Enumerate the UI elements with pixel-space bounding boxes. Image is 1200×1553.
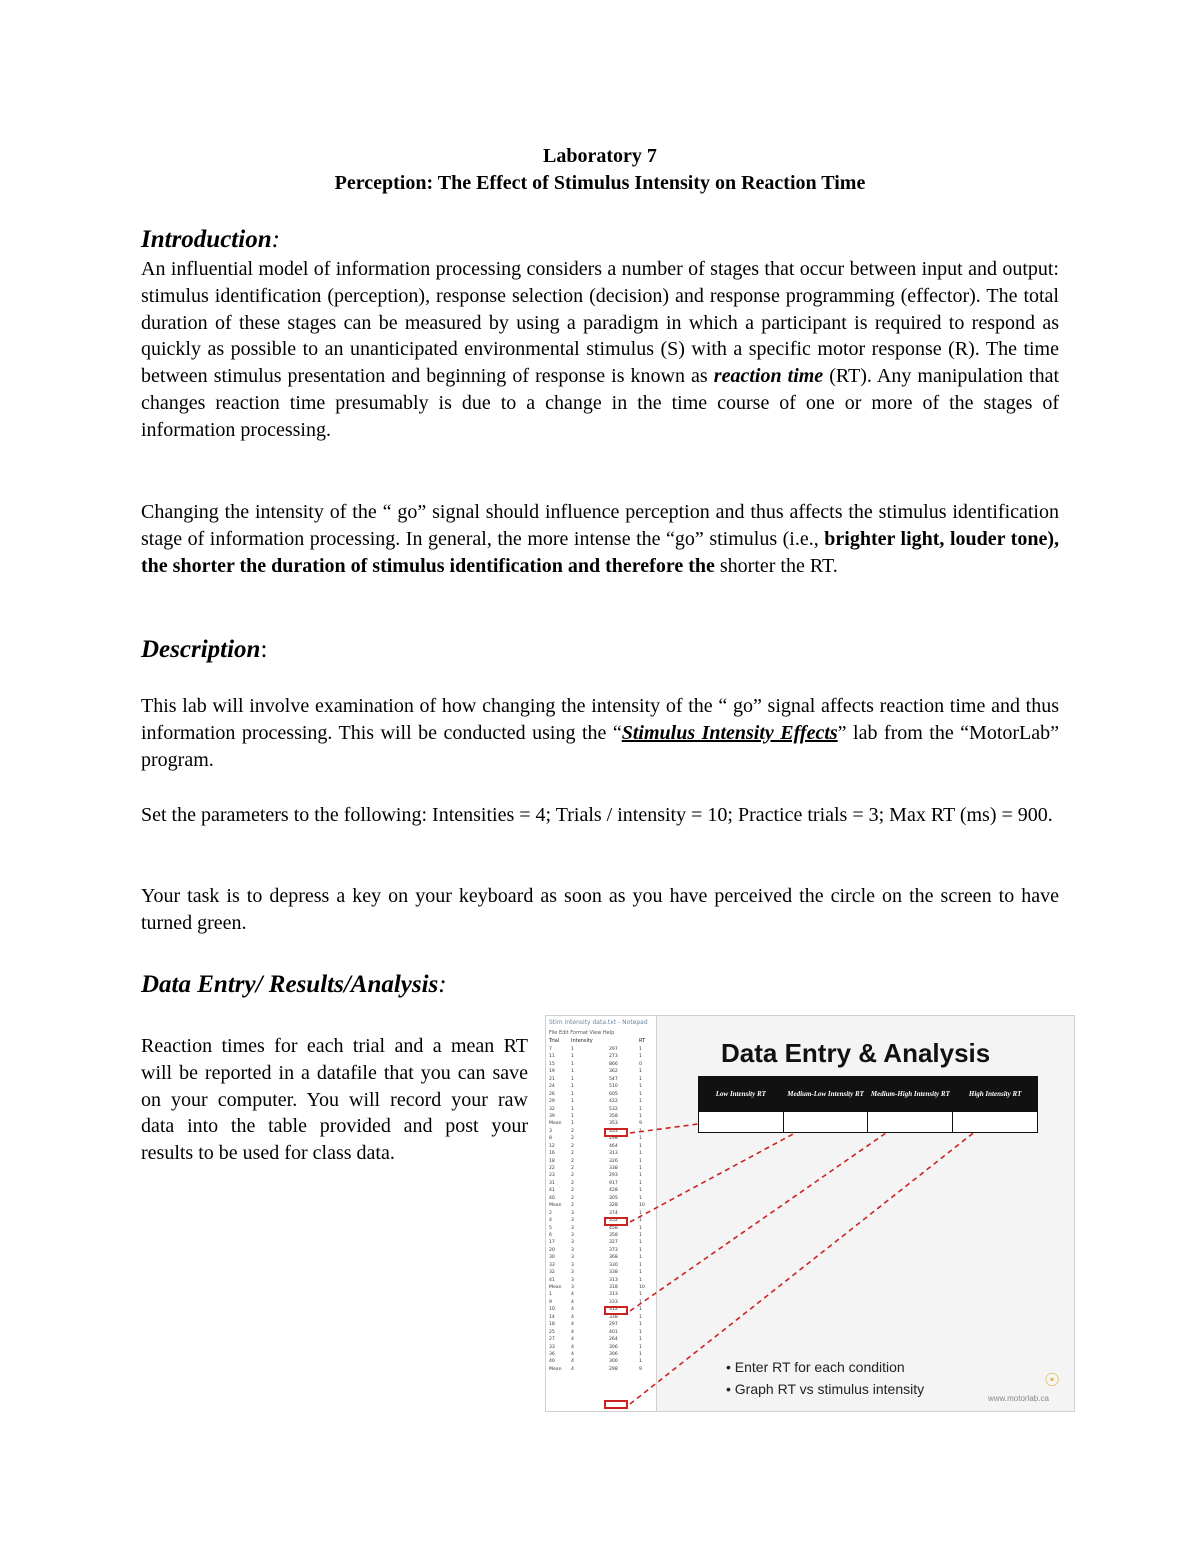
notepad-cell: 298 xyxy=(609,1366,618,1372)
notepad-cell: 3 xyxy=(571,1270,574,1276)
notepad-cell: 1 xyxy=(639,1128,642,1134)
notepad-cell: 3 xyxy=(571,1285,574,1290)
notepad-cell: 464 xyxy=(609,1143,618,1149)
notepad-cell: 4 xyxy=(571,1366,574,1372)
notepad-cell: 428 xyxy=(609,1188,618,1194)
column-high-intensity: High Intensity RT xyxy=(953,1077,1038,1112)
notepad-cell: 1 xyxy=(639,1180,642,1186)
notepad-cell: 917 xyxy=(609,1180,618,1186)
notepad-cell: 16 xyxy=(549,1151,555,1157)
description-paragraph-3: Your task is to depress a key on your keyboard as soon as you have perceived the circle on the screen to have turned green. xyxy=(141,885,1059,934)
notepad-cell: 15 xyxy=(549,1061,555,1067)
notepad-cell: 1 xyxy=(639,1151,642,1157)
notepad-cell: 2 xyxy=(571,1173,574,1179)
notepad-cell: 4 xyxy=(571,1322,574,1328)
notepad-cell: 9 xyxy=(549,1299,552,1305)
notepad-cell: 32 xyxy=(549,1270,555,1276)
notepad-cell: 1 xyxy=(639,1247,642,1253)
motorlab-url: www.motorlab.ca xyxy=(988,1394,1049,1403)
notepad-cell: 33 xyxy=(549,1344,555,1350)
notepad-cell: 0 xyxy=(639,1061,642,1067)
notepad-header-row: Trial Intensity RT xyxy=(549,1038,646,1044)
notepad-cell: 273 xyxy=(609,1054,618,1060)
notepad-cell: 1 xyxy=(639,1255,642,1261)
notepad-cell: 264 xyxy=(609,1337,618,1343)
notepad-cell: 3 xyxy=(571,1218,574,1224)
column-medium-low-intensity: Medium-Low Intensity RT xyxy=(783,1077,868,1112)
notepad-cell: 19 xyxy=(549,1069,555,1075)
notepad-cell: 422 xyxy=(609,1099,618,1105)
notepad-cell: 14 xyxy=(549,1314,555,1320)
notepad-cell: 39 xyxy=(549,1113,555,1119)
bullet-enter-rt: • Enter RT for each condition xyxy=(726,1359,905,1375)
notepad-cell: 2 xyxy=(571,1136,574,1142)
notepad-cell: 11 xyxy=(549,1054,555,1060)
notepad-cell: 368 xyxy=(609,1255,618,1261)
notepad-cell: 20 xyxy=(549,1247,555,1253)
notepad-cell: 1 xyxy=(639,1359,642,1365)
notepad-cell: 1 xyxy=(549,1292,552,1298)
notepad-cell: 1 xyxy=(571,1047,574,1052)
notepad-cell: 25 xyxy=(549,1329,555,1335)
description-paragraph-1: This lab will involve examination of how changing the intensity of the “ go” signal affects reaction time and thus information processing. This will be conducted using the “Stimulus Intensity Effects” lab from the “MotorLab” program. xyxy=(141,695,1060,771)
notepad-cell: 23 xyxy=(549,1173,555,1179)
notepad-cell: 1 xyxy=(639,1076,642,1082)
notepad-cell: 2 xyxy=(571,1128,574,1134)
cell-medium-high-intensity xyxy=(868,1112,953,1133)
notepad-cell: 1 xyxy=(571,1054,574,1060)
notepad-cell: 10 xyxy=(639,1203,645,1209)
notepad-cell: 6 xyxy=(549,1232,552,1238)
notepad-cell: 4 xyxy=(571,1351,574,1357)
lightbulb-icon: ☉ xyxy=(1044,1370,1061,1390)
notepad-cell: 1 xyxy=(639,1232,642,1238)
notepad-cell: 8 xyxy=(549,1136,552,1142)
notepad-cell: 1 xyxy=(639,1314,642,1320)
notepad-cell: Mean xyxy=(549,1203,562,1209)
introduction-heading: Introduction: xyxy=(141,226,280,253)
lab-title: Perception: The Effect of Stimulus Intensity on Reaction Time xyxy=(334,172,866,194)
data-entry-paragraph: Reaction times for each trial and a mean RT will be reported in a datafile that you can save on your computer. You will record your raw data into the table provided and post your results to be used for class data. xyxy=(141,1035,528,1165)
notepad-cell: 4 xyxy=(571,1344,574,1350)
notepad-cell: 313 xyxy=(609,1151,618,1157)
notepad-cell: 9 xyxy=(639,1121,642,1127)
notepad-cell: 5 xyxy=(549,1225,552,1231)
notepad-cell: 4 xyxy=(571,1292,574,1298)
notepad-cell: 2 xyxy=(571,1195,574,1201)
arrow-medium-low xyxy=(630,1119,821,1222)
notepad-cell: 3 xyxy=(571,1225,574,1231)
notepad-cell: 358 xyxy=(609,1232,618,1238)
notepad-cell: 306 xyxy=(609,1344,618,1350)
notepad-cell: 1 xyxy=(639,1351,642,1357)
notepad-cell: 7 xyxy=(549,1047,552,1052)
notepad-cell: 1 xyxy=(571,1084,574,1090)
notepad-cell: 4 xyxy=(571,1359,574,1365)
notepad-cell: 352 xyxy=(609,1218,618,1224)
notepad-cell: 3 xyxy=(571,1277,574,1283)
notepad-cell: 1 xyxy=(571,1076,574,1082)
notepad-cell: 40 xyxy=(549,1359,555,1365)
notepad-cell: 2 xyxy=(571,1166,574,1171)
cell-medium-low-intensity xyxy=(783,1112,868,1133)
notepad-cell: 26 xyxy=(549,1091,555,1097)
notepad-cell: 10 xyxy=(549,1307,555,1313)
description-paragraph-2: Set the parameters to the following: Intensities = 4; Trials / intensity = 10; Practice trials = 3; Max RT (ms) = 900. xyxy=(141,804,1053,826)
notepad-cell: 1 xyxy=(639,1322,642,1328)
notepad-cell: 3 xyxy=(571,1210,574,1216)
notepad-cell: 300 xyxy=(609,1359,618,1365)
cell-low-intensity xyxy=(699,1112,784,1133)
introduction-paragraph-1: An influential model of information processing considers a number of stages that occur between input and output: stimulus identification (perception), response selection (decision) and response programming (effector). The total duration of these stages can be measured by using a paradigm in which a participant is required to respond as quickly as possible to an unanticipated environmental stimulus (S) with a specific motor response (R). The time between stimulus presentation and beginning of response is known as reaction time (RT). Any manipulation that changes reaction time presumably is due to a change in the time course of one or more of the stages of information processing. xyxy=(141,258,1059,441)
notepad-cell: 29 xyxy=(549,1099,555,1105)
notepad-cell: 1 xyxy=(639,1329,642,1335)
notepad-cell: 1 xyxy=(639,1099,642,1105)
notepad-cell: 1 xyxy=(639,1210,642,1216)
notepad-cell: 1 xyxy=(639,1344,642,1350)
notepad-cell: 1 xyxy=(571,1069,574,1075)
notepad-cell: 4 xyxy=(571,1314,574,1320)
notepad-cell: 24 xyxy=(549,1084,555,1090)
cell-high-intensity xyxy=(953,1112,1038,1133)
notepad-cell: 2 xyxy=(549,1210,552,1216)
notepad-cell: 1 xyxy=(639,1240,642,1246)
notepad-cell: 605 xyxy=(609,1091,618,1097)
notepad-cell: 10 xyxy=(639,1285,645,1290)
notepad-cell: 1 xyxy=(639,1091,642,1097)
data-entry-figure xyxy=(545,1015,1075,1412)
notepad-cell: 353 xyxy=(609,1121,618,1127)
notepad-cell: 41 xyxy=(549,1277,555,1283)
column-low-intensity: Low Intensity RT xyxy=(699,1077,784,1112)
notepad-cell: 1 xyxy=(639,1225,642,1231)
notepad-cell: 1 xyxy=(639,1277,642,1283)
notepad-cell: 333 xyxy=(609,1299,618,1305)
notepad-cell: 3 xyxy=(571,1240,574,1246)
notepad-cell: 358 xyxy=(609,1113,618,1119)
notepad-cell: 2 xyxy=(571,1180,574,1186)
notepad-cell: 4 xyxy=(571,1299,574,1305)
notepad-cell: 30 xyxy=(549,1255,555,1261)
notepad-cell: 328 xyxy=(609,1203,618,1209)
notepad-cell: 3 xyxy=(571,1255,574,1261)
notepad-cell: 18 xyxy=(549,1322,555,1328)
notepad-cell: 2 xyxy=(571,1188,574,1194)
notepad-cell: 1 xyxy=(639,1084,642,1090)
notepad-cell: 36 xyxy=(549,1351,555,1357)
notepad-cell: 293 xyxy=(609,1173,618,1179)
notepad-cell: 1 xyxy=(639,1307,642,1313)
notepad-cell: 3 xyxy=(571,1247,574,1253)
notepad-cell: 2 xyxy=(571,1151,574,1157)
notepad-cell: 17 xyxy=(549,1240,555,1246)
notepad-cell: 1 xyxy=(639,1173,642,1179)
notepad-cell: 1 xyxy=(639,1136,642,1142)
notepad-cell: 1 xyxy=(639,1047,642,1052)
notepad-cell: 1 xyxy=(639,1054,642,1060)
notepad-cell: 532 xyxy=(609,1106,618,1112)
notepad-cell: 1 xyxy=(639,1069,642,1075)
notepad-cell: 313 xyxy=(609,1277,618,1283)
notepad-cell: 4 xyxy=(571,1337,574,1343)
notepad-cell: 330 xyxy=(609,1262,618,1268)
notepad-cell: 1 xyxy=(639,1106,642,1112)
notepad-cell: 1 xyxy=(639,1143,642,1149)
notepad-cell: 338 xyxy=(609,1270,618,1276)
notepad-cell: 1 xyxy=(639,1188,642,1194)
notepad-cell: 1 xyxy=(571,1121,574,1127)
description-heading: Description: xyxy=(141,636,268,663)
data-entry-heading: Data Entry/ Results/Analysis: xyxy=(141,971,447,998)
notepad-cell: 27 xyxy=(549,1337,555,1343)
notepad-cell: 510 xyxy=(609,1084,618,1090)
notepad-cell: 401 xyxy=(609,1329,618,1335)
notepad-cell: 1 xyxy=(639,1299,642,1305)
notepad-cell: 458 xyxy=(609,1225,618,1231)
notepad-cell: 1 xyxy=(639,1113,642,1119)
notepad-cell: 327 xyxy=(609,1240,618,1246)
notepad-cell: 2 xyxy=(571,1143,574,1149)
notepad-cell: 3 xyxy=(571,1232,574,1238)
bullet-graph-rt: • Graph RT vs stimulus intensity xyxy=(726,1381,925,1397)
notepad-cell: 866 xyxy=(609,1061,618,1067)
notepad-cell: 297 xyxy=(609,1322,618,1328)
notepad-cell: 1 xyxy=(571,1091,574,1097)
notepad-cell: 305 xyxy=(609,1195,618,1201)
lab-number: Laboratory 7 xyxy=(543,145,657,167)
notepad-cell: 4 xyxy=(549,1218,552,1224)
notepad-cell: 1 xyxy=(639,1218,642,1224)
notepad-cell: Mean xyxy=(549,1285,562,1290)
notepad-cell: Mean xyxy=(549,1121,562,1127)
notepad-cell: 318 xyxy=(609,1285,618,1290)
figure-title: Data Entry & Analysis xyxy=(721,1038,991,1068)
notepad-cell: 33 xyxy=(549,1262,555,1268)
notepad-cell: 2 xyxy=(571,1158,574,1164)
notepad-cell: 298 xyxy=(609,1136,618,1142)
notepad-cell: 547 xyxy=(609,1076,618,1082)
notepad-cell: 1 xyxy=(639,1158,642,1164)
notepad-cell: 4 xyxy=(571,1307,574,1313)
notepad-cell: 1 xyxy=(639,1166,642,1171)
notepad-cell: 9 xyxy=(639,1366,642,1372)
notepad-cell: 1 xyxy=(571,1061,574,1067)
notepad-cell: 31 xyxy=(549,1180,555,1186)
notepad-cell: 1 xyxy=(639,1262,642,1268)
notepad-cell: 1 xyxy=(639,1337,642,1343)
data-entry-table xyxy=(698,1076,1038,1133)
notepad-cell: 313 xyxy=(609,1292,618,1298)
notepad-cell: 297 xyxy=(609,1047,618,1052)
notepad-cell: 312 xyxy=(609,1307,618,1313)
notepad-cell: 326 xyxy=(609,1158,618,1164)
notepad-cell: 32 xyxy=(549,1106,555,1112)
notepad-cell: 40 xyxy=(549,1195,555,1201)
notepad-cell: 374 xyxy=(609,1210,618,1216)
notepad-menu: File Edit Format View Help xyxy=(549,1030,615,1036)
notepad-cell: 353 xyxy=(609,1128,618,1134)
notepad-cell: 4 xyxy=(571,1329,574,1335)
notepad-cell: 2 xyxy=(571,1203,574,1209)
notepad-cell: 12 xyxy=(549,1143,555,1149)
notepad-cell: 306 xyxy=(609,1351,618,1357)
notepad-cell: 1 xyxy=(571,1113,574,1119)
notepad-cell: 373 xyxy=(609,1247,618,1253)
introduction-paragraph-2: Changing the intensity of the “ go” signal should influence perception and thus affects the stimulus identification stage of information processing. In general, the more intense the “go” stimulus (i.e., brighter light, louder tone), the shorter the duration of stimulus identification and therefore the shorter the RT. xyxy=(141,501,1059,577)
notepad-cell: 362 xyxy=(609,1069,618,1075)
notepad-cell: 41 xyxy=(549,1188,555,1194)
notepad-cell: 21 xyxy=(549,1076,555,1082)
notepad-cell: 3 xyxy=(549,1128,552,1134)
notepad-cell: 1 xyxy=(571,1106,574,1112)
notepad-cell: Mean xyxy=(549,1366,562,1372)
column-medium-high-intensity: Medium-High Intensity RT xyxy=(868,1077,953,1112)
notepad-cell: 3 xyxy=(571,1262,574,1268)
notepad-cell: 18 xyxy=(549,1158,555,1164)
figure-bullets xyxy=(726,1356,924,1400)
notepad-cell: 22 xyxy=(549,1166,555,1171)
notepad-cell: 338 xyxy=(609,1314,618,1320)
notepad-cell: 1 xyxy=(639,1195,642,1201)
notepad-cell: 338 xyxy=(609,1166,618,1171)
notepad-cell: 1 xyxy=(639,1292,642,1298)
notepad-cell: 1 xyxy=(639,1270,642,1276)
notepad-title: Stim intensity data.txt - Notepad xyxy=(549,1019,648,1026)
notepad-cell: 1 xyxy=(571,1099,574,1105)
